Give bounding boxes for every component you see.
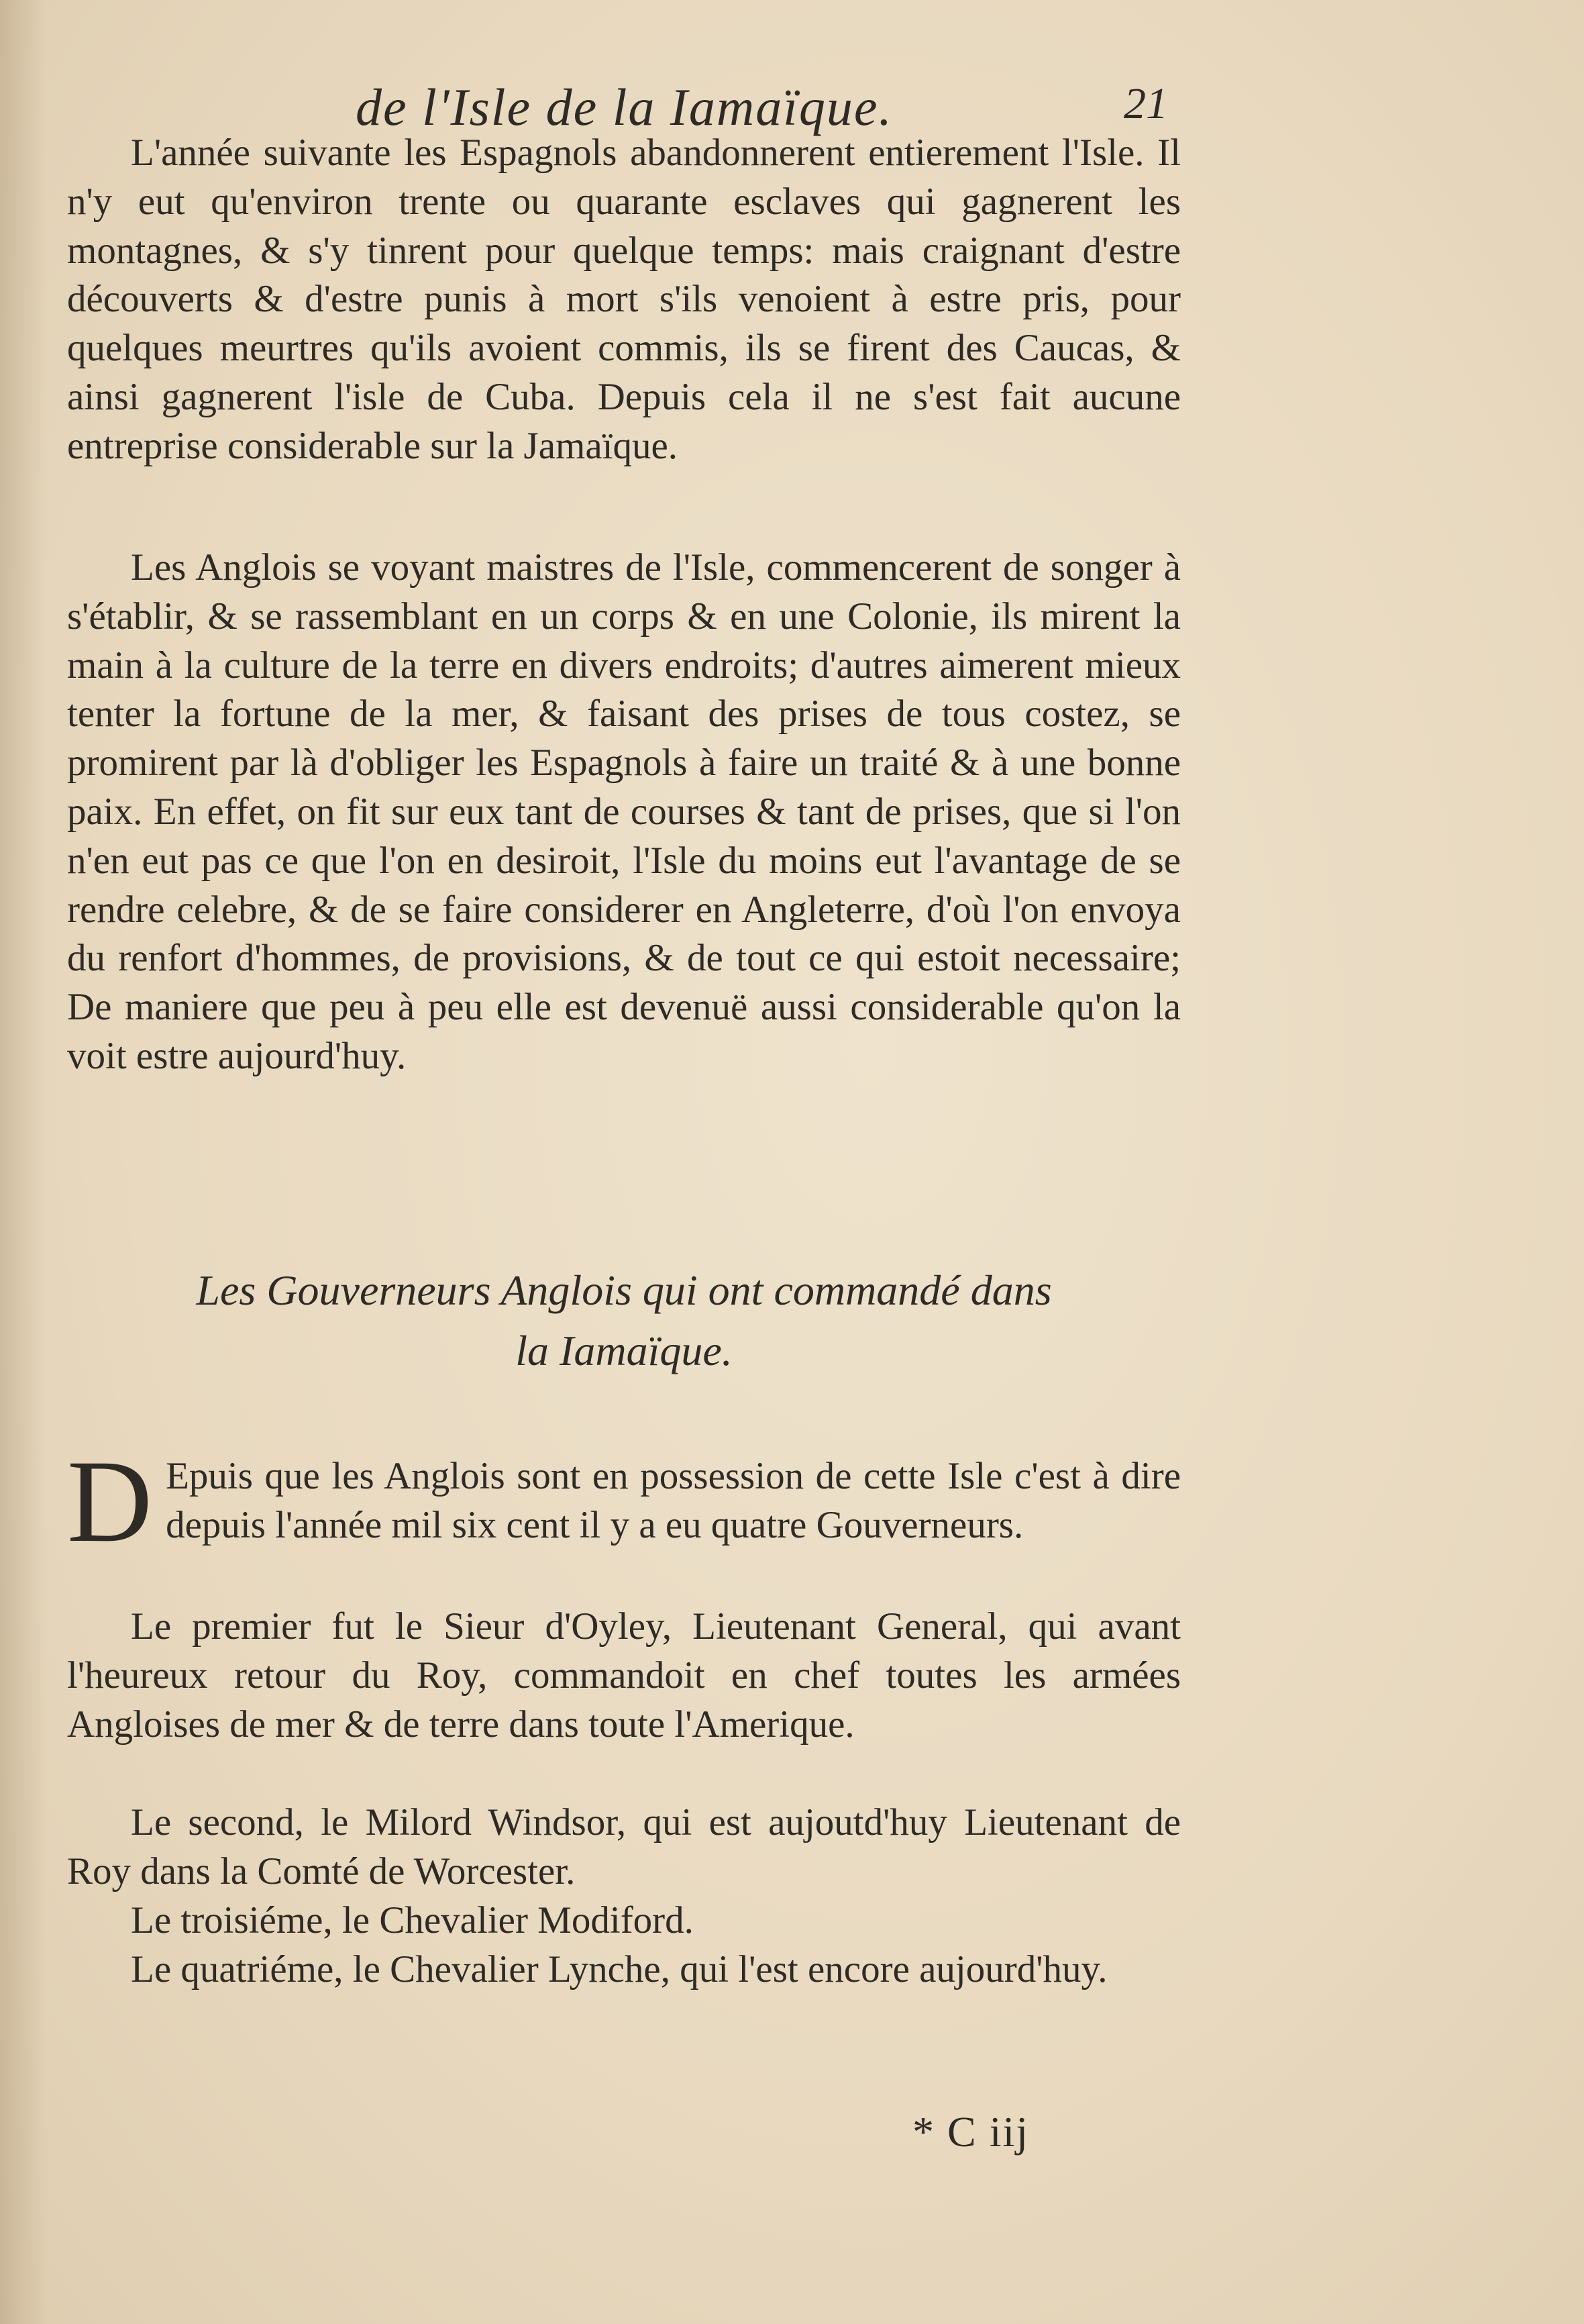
paragraph-governor-first: Le premier fut le Sieur d'Oyley, Lieutenant General, qui avant l'heureux retour du Roy, commandoit en chef toutes les armées Angloises de mer & de terre dans toute l'Amerique. [67,1605,1181,1746]
signature-mark: * C iij [912,2108,1030,2156]
section-title-line1: Les Gouverneurs Anglois qui ont commandé dans [196,1266,1052,1314]
paragraph-spanish-abandon: L'année suivante les Espagnols abandonnerent entierement l'Isle. Il n'y eut qu'environ trente ou quarante esclaves qui gagnerent les montagnes, & s'y tinrent pour quelque temps: mais craignant d'estre découverts & d'estre punis à mort s'ils venoient à estre pris, pour quelques meurtres qu'ils avoient commis, ils se firent des Caucas, & ainsi gagnerent l'isle de Cuba. Depuis cela il ne s'est fait aucune entreprise considerable sur la Jamaïque. [67,132,1181,467]
running-head: de l'Isle de la Iamaïque. [356,78,893,136]
paragraph-governors-intro-text: Epuis que les Anglois sont en possession de cette Isle c'est à dire depuis l'année mil six cent il y a eu quatre Gouverneurs. [166,1455,1181,1546]
drop-cap: D [67,1436,153,1567]
paragraph-governor-fourth: Le quatriéme, le Chevalier Lynche, qui l'est encore aujourd'huy. [131,1948,1108,1990]
page-number: 21 [1124,79,1168,128]
paragraph-english-settle: Les Anglois se voyant maistres de l'Isle, commencerent de songer à s'établir, & se rassemblant en un corps & en une Colonie, ils mirent la main à la culture de la terre en divers endroits; d'autres aimerent mieux tenter la fortune de la mer, & faisant des prises de tous costez, se promirent par là d'obliger les Espagnols à faire un traité & à une bonne paix. En effet, on fit sur eux tant de courses & tant de prises, que si l'on n'en eut pas ce que l'on en desiroit, l'Isle du moins eut l'avantage de se rendre celebre, & de se faire considerer en Angleterre, d'où l'on envoya du renfort d'hommes, de provisions, & de tout ce qui estoit necessaire; De maniere que peu à peu elle est devenuë aussi considerable qu'on la voit estre aujourd'huy. [67,546,1181,1077]
paragraph-governors-intro [67,1436,1181,1567]
paragraph-governor-third: Le troisiéme, le Chevalier Modiford. [131,1899,694,1941]
binding-shadow [0,0,47,2324]
section-title-line2: la Iamaïque. [515,1327,733,1374]
section-title [67,1260,1181,1381]
paragraph-governor-second: Le second, le Milord Windsor, qui est aujoutd'huy Lieutenant de Roy dans la Comté de Worcester. [67,1801,1181,1892]
